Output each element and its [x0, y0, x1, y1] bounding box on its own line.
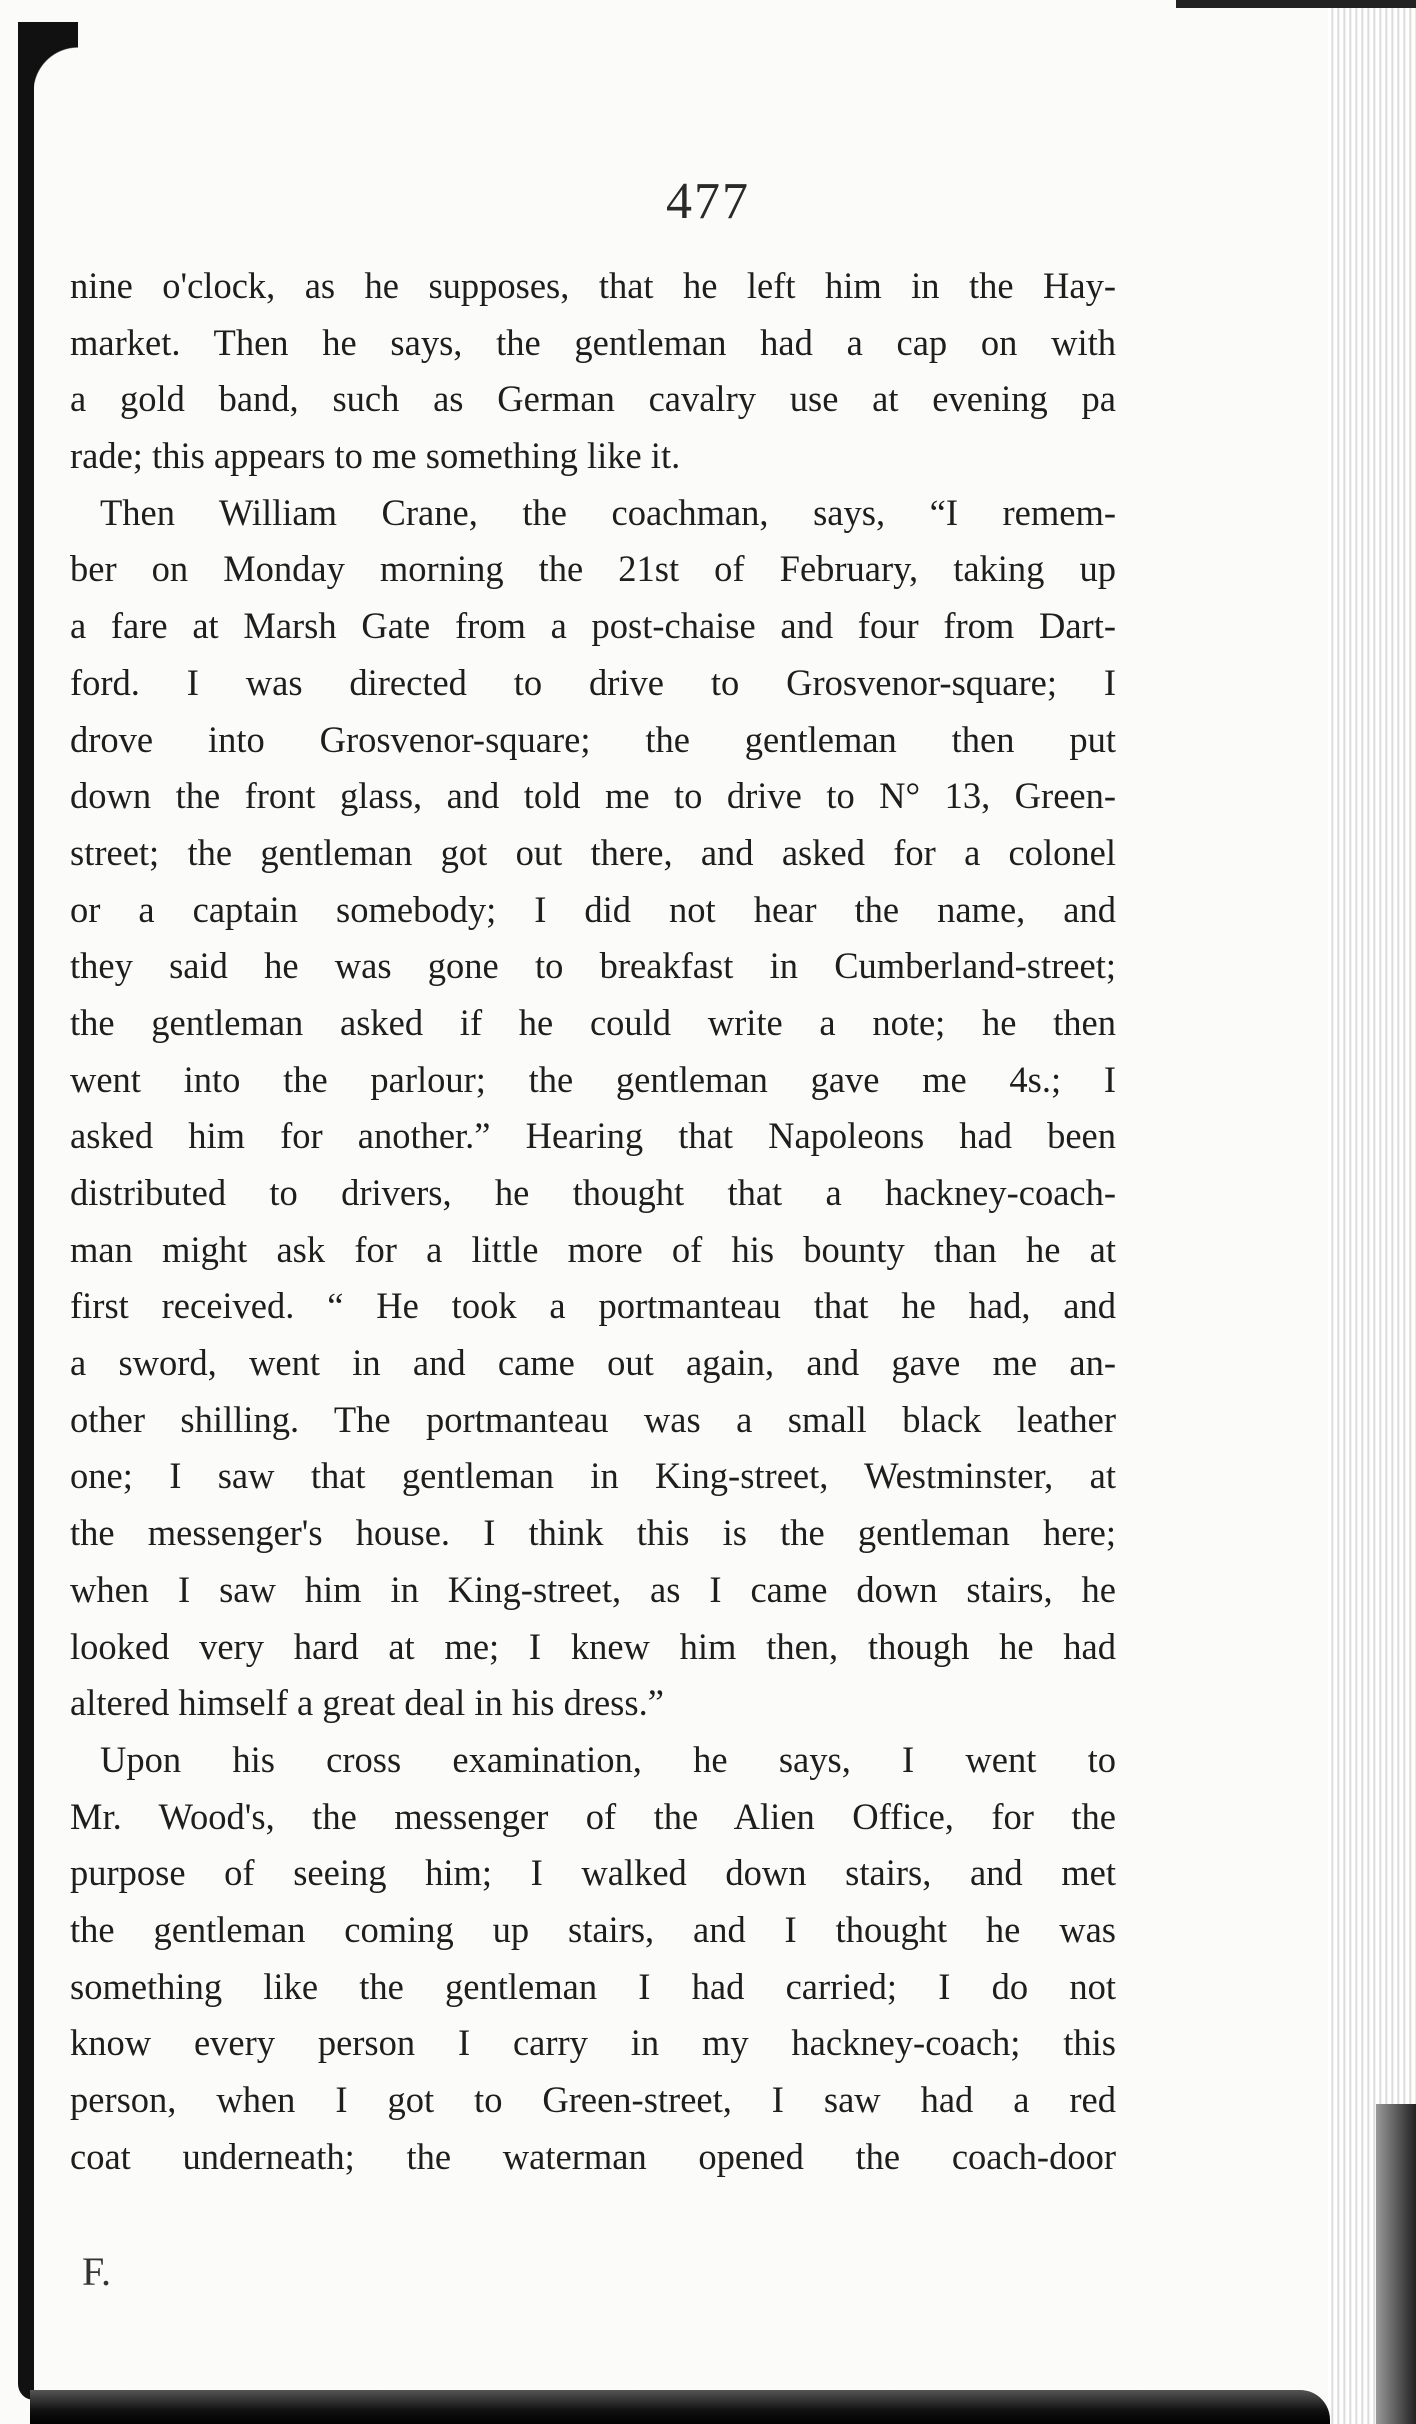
- text-line: went into the parlour; the gentleman gave me 4s.; I: [70, 1058, 1116, 1100]
- text-line: other shilling. The portmanteau was a small black leather: [70, 1398, 1116, 1440]
- text-line: first received. “ He took a portmanteau that he had, and: [70, 1285, 1116, 1327]
- page-right-edge: [1328, 0, 1416, 2424]
- text-line: man might ask for a little more of his bounty than he at: [70, 1228, 1116, 1270]
- page-number: 477: [666, 173, 750, 230]
- text-line: one; I saw that gentleman in King-street, Westminster, at: [70, 1455, 1116, 1497]
- text-line: ber on Monday morning the 21st of February, taking up: [70, 548, 1116, 590]
- text-line: Upon his cross examination, he says, I went to: [100, 1738, 1116, 1780]
- text-line: something like the gentleman I had carried; I do not: [70, 1965, 1116, 2007]
- text-line: nine o'clock, as he supposes, that he left him in the Hay-: [70, 265, 1116, 306]
- text-line: down the front glass, and told me to drive to N° 13, Green-: [70, 775, 1116, 817]
- text-line: Mr. Wood's, the messenger of the Alien Office, for the: [70, 1795, 1116, 1837]
- body-text: [70, 258, 1116, 2185]
- text-line: a fare at Marsh Gate from a post-chaise and four from Dart-: [70, 605, 1116, 647]
- text-line: rade; this appears to me something like it.: [70, 435, 681, 477]
- text-line: a gold band, such as German cavalry use at evening pa: [70, 378, 1116, 420]
- text-line: when I saw him in King-street, as I came down stairs, he: [70, 1568, 1116, 1610]
- text-line: the gentleman coming up stairs, and I thought he was: [70, 1908, 1116, 1950]
- text-line: person, when I got to Green-street, I saw had a red: [70, 2079, 1116, 2120]
- page-left-edge: [18, 40, 34, 2400]
- text-line: or a captain somebody; I did not hear the name, and: [70, 888, 1116, 930]
- page-bottom-edge: [30, 2390, 1330, 2424]
- signature-mark: F.: [82, 2249, 112, 2294]
- text-line: they said he was gone to breakfast in Cumberland-street;: [70, 945, 1116, 987]
- text-line: the gentleman asked if he could write a note; he then: [70, 1001, 1116, 1043]
- page-right-shadow: [1376, 2104, 1416, 2424]
- text-line: coat underneath; the waterman opened the coach-door: [70, 2135, 1116, 2177]
- text-line: altered himself a great deal in his dress.”: [70, 1682, 664, 1724]
- text-line: distributed to drivers, he thought that a hackney-coach-: [70, 1172, 1116, 1213]
- text-line: ford. I was directed to drive to Grosvenor-square; I: [70, 661, 1116, 703]
- text-line: the messenger's house. I think this is the gentleman here;: [70, 1512, 1116, 1554]
- text-line: looked very hard at me; I knew him then, though he had: [70, 1625, 1116, 1667]
- text-line: drove into Grosvenor-square; the gentleman then put: [70, 718, 1116, 760]
- text-line: purpose of seeing him; I walked down stairs, and met: [70, 1852, 1116, 1894]
- page-top-edge: [1176, 0, 1416, 8]
- text-line: a sword, went in and came out again, and gave me an-: [70, 1342, 1116, 1384]
- text-line: street; the gentleman got out there, and asked for a colonel: [70, 831, 1116, 873]
- text-line: asked him for another.” Hearing that Napoleons had been: [70, 1115, 1116, 1157]
- text-line: market. Then he says, the gentleman had a cap on with: [70, 321, 1116, 363]
- text-line: Then William Crane, the coachman, says, “I remem-: [100, 491, 1116, 533]
- text-line: know every person I carry in my hackney-coach; this: [70, 2022, 1116, 2064]
